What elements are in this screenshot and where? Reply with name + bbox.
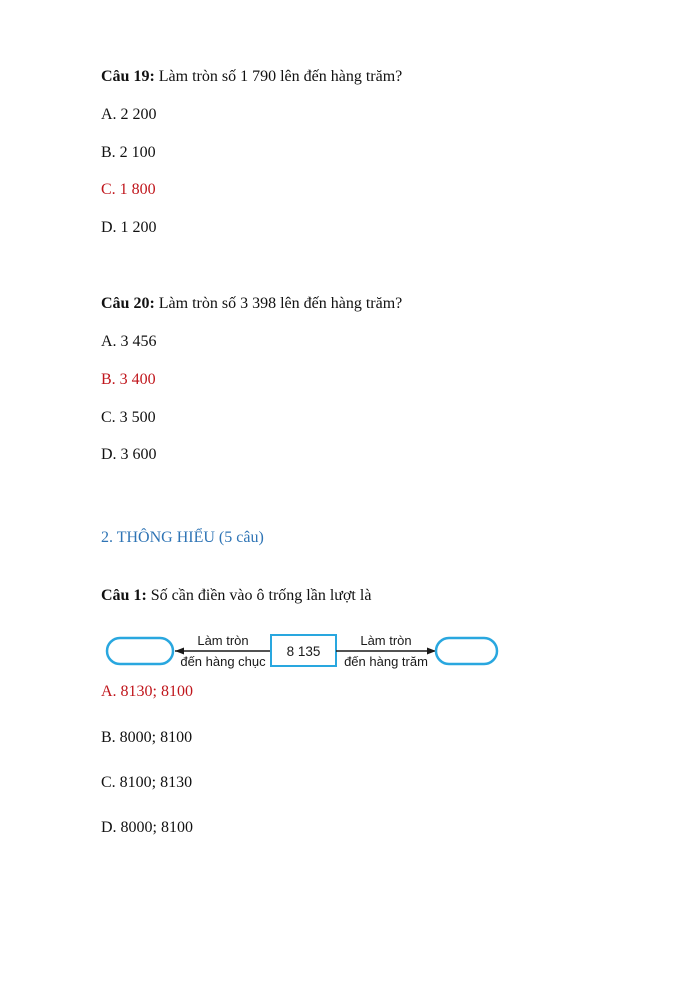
question-20 xyxy=(101,294,402,314)
q19-option-c-correct: C. 1 800 xyxy=(101,181,156,198)
q1-option-d: D. 8000; 8100 xyxy=(101,819,193,836)
q20-option-c: C. 3 500 xyxy=(101,409,156,426)
right-arrowhead-icon xyxy=(427,648,436,655)
q1-option-b: B. 8000; 8100 xyxy=(101,729,193,746)
left-label-line-2: đến hàng chục xyxy=(180,654,266,669)
q20-option-d: D. 3 600 xyxy=(101,446,157,463)
rounding-diagram xyxy=(105,631,500,673)
question-20-text: Làm tròn số 3 398 lên đến hàng trăm? xyxy=(154,295,403,312)
q20-option-b-correct: B. 3 400 xyxy=(101,371,156,388)
right-label-line-1: Làm tròn xyxy=(360,633,412,648)
center-value: 8 135 xyxy=(286,644,321,659)
q1-option-a-correct: A. 8130; 8100 xyxy=(101,683,193,700)
q20-option-a: A. 3 456 xyxy=(101,333,157,350)
right-empty-box xyxy=(436,638,497,664)
q19-option-d: D. 1 200 xyxy=(101,219,157,236)
question-20-label: Câu 20: xyxy=(101,295,155,312)
q19-option-b: B. 2 100 xyxy=(101,144,156,161)
section-heading: 2. THÔNG HIỂU (5 câu) xyxy=(101,529,264,546)
left-empty-box xyxy=(107,638,173,664)
question-1 xyxy=(101,586,371,606)
q1-option-c: C. 8100; 8130 xyxy=(101,774,193,791)
question-19-text: Làm tròn số 1 790 lên đến hàng trăm? xyxy=(154,68,403,85)
question-19-label: Câu 19: xyxy=(101,68,155,85)
q19-option-a: A. 2 200 xyxy=(101,106,157,123)
question-1-text: Số cần điền vào ô trống lần lượt là xyxy=(146,587,372,604)
question-1-label: Câu 1: xyxy=(101,587,147,604)
question-19 xyxy=(101,67,402,87)
right-label-line-2: đến hàng trăm xyxy=(344,654,428,669)
left-label-line-1: Làm tròn xyxy=(197,633,249,648)
